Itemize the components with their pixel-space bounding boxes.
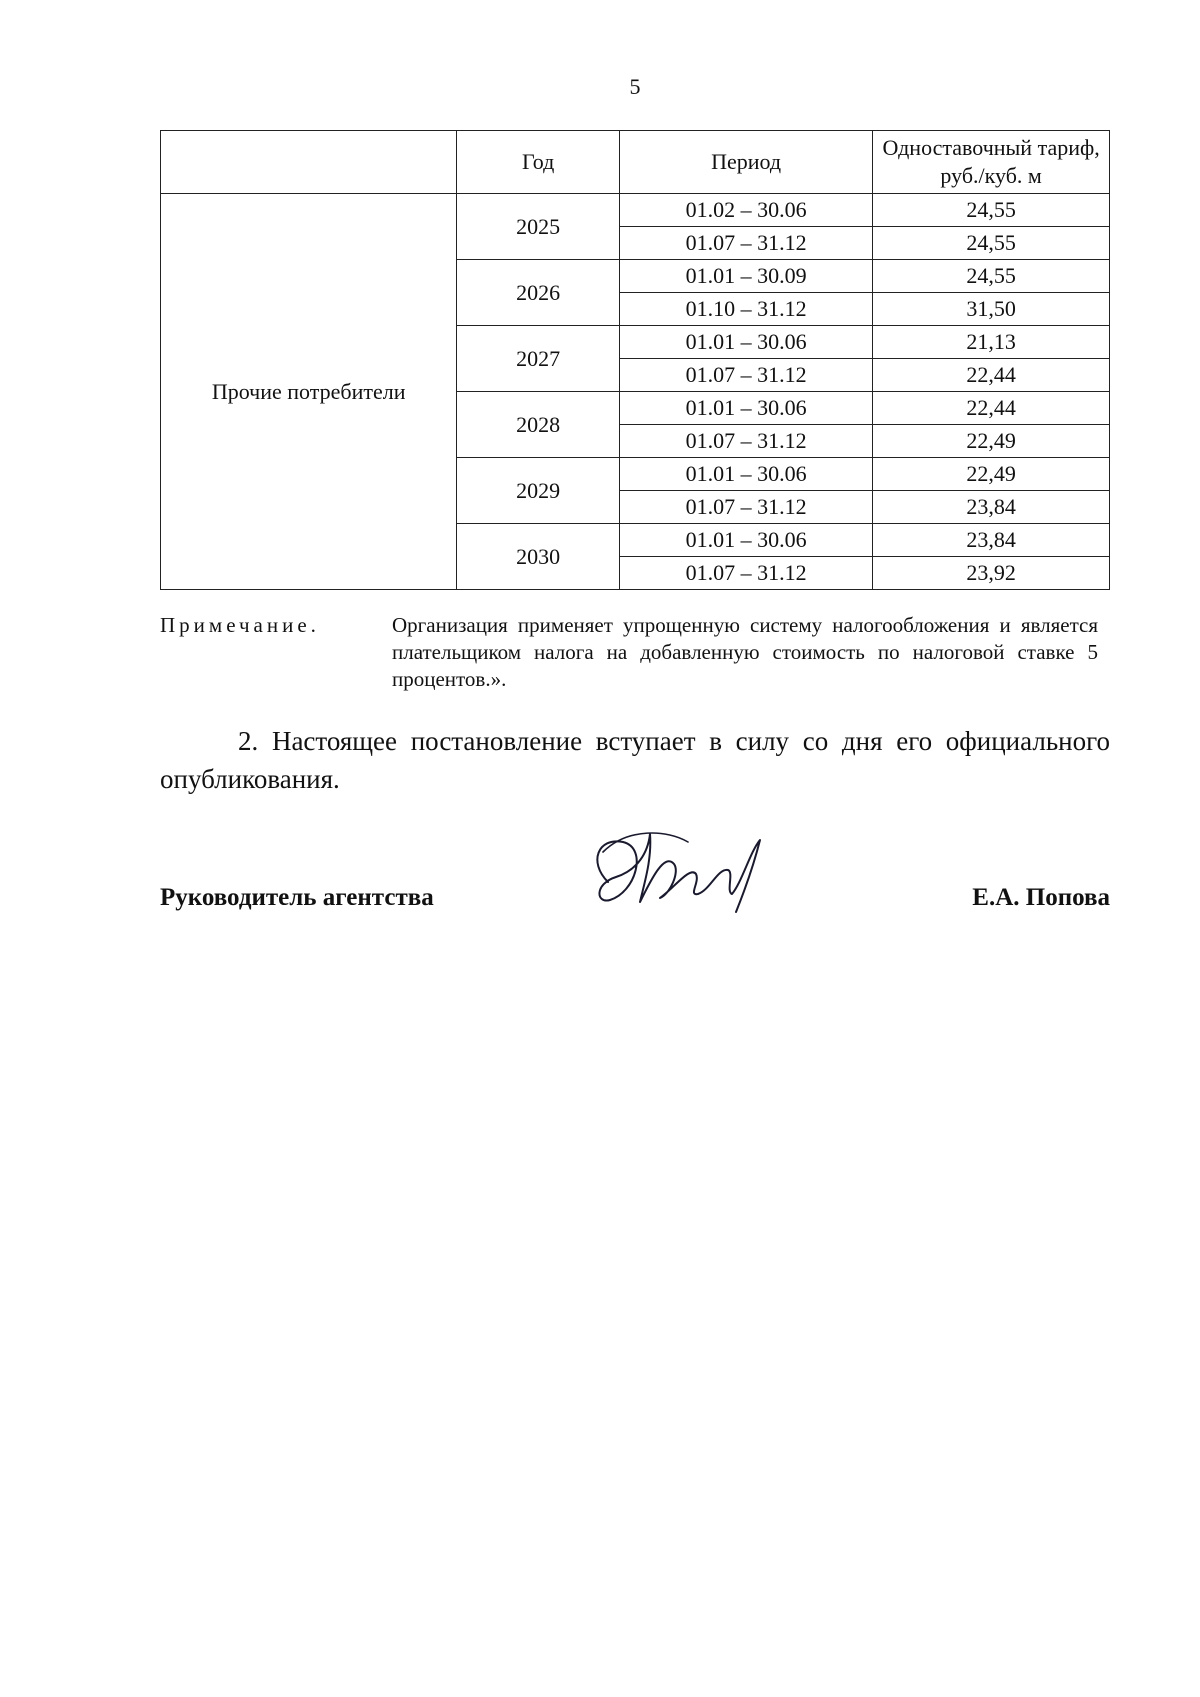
- note-label: Примечание.: [160, 613, 320, 637]
- tariff-cell: 24,55: [873, 260, 1110, 293]
- signer-name: Е.А. Попова: [972, 884, 1110, 911]
- period-cell: 01.07 – 31.12: [619, 557, 872, 590]
- header-year: Год: [457, 131, 620, 194]
- tariff-table-body: [161, 194, 1110, 590]
- year-cell: 2026: [457, 260, 620, 326]
- tariff-cell: 23,84: [873, 524, 1110, 557]
- tariff-cell: 22,49: [873, 425, 1110, 458]
- period-cell: 01.02 – 30.06: [619, 194, 872, 227]
- year-cell: 2028: [457, 392, 620, 458]
- year-cell: 2029: [457, 458, 620, 524]
- year-cell: 2030: [457, 524, 620, 590]
- year-cell: 2027: [457, 326, 620, 392]
- tariff-cell: 21,13: [873, 326, 1110, 359]
- period-cell: 01.10 – 31.12: [619, 293, 872, 326]
- tariff-cell: 24,55: [873, 227, 1110, 260]
- period-cell: 01.01 – 30.06: [619, 524, 872, 557]
- period-cell: 01.01 – 30.09: [619, 260, 872, 293]
- header-consumer: [161, 131, 457, 194]
- period-cell: 01.07 – 31.12: [619, 491, 872, 524]
- period-cell: 01.07 – 31.12: [619, 425, 872, 458]
- tariff-cell: 22,44: [873, 359, 1110, 392]
- consumer-cell: Прочие потребители: [161, 194, 457, 590]
- period-cell: 01.07 – 31.12: [619, 227, 872, 260]
- handwritten-signature: [578, 822, 768, 922]
- page-number: 5: [629, 74, 641, 99]
- period-cell: 01.07 – 31.12: [619, 359, 872, 392]
- tariff-cell: 23,84: [873, 491, 1110, 524]
- tariff-cell: 31,50: [873, 293, 1110, 326]
- table-header-row: [161, 131, 1110, 194]
- signer-title: Руководитель агентства: [160, 884, 434, 911]
- header-period: Период: [619, 131, 872, 194]
- period-cell: 01.01 – 30.06: [619, 326, 872, 359]
- tariff-cell: 24,55: [873, 194, 1110, 227]
- tariff-table: [160, 130, 1110, 590]
- table-row: [161, 194, 1110, 227]
- tariff-cell: 23,92: [873, 557, 1110, 590]
- note-text: Организация применяет упрощенную систему налогообложения и является плательщиком налога на добавленную стоимость по налоговой ставке 5 процентов.».: [392, 613, 1098, 691]
- year-cell: 2025: [457, 194, 620, 260]
- tariff-cell: 22,49: [873, 458, 1110, 491]
- period-cell: 01.01 – 30.06: [619, 392, 872, 425]
- tariff-cell: 22,44: [873, 392, 1110, 425]
- header-tariff: Одноставочный тариф, руб./куб. м: [873, 131, 1110, 194]
- period-cell: 01.01 – 30.06: [619, 458, 872, 491]
- clause-effective-date: 2. Настоящее постановление вступает в силу со дня его официального опубликования.: [160, 726, 1110, 794]
